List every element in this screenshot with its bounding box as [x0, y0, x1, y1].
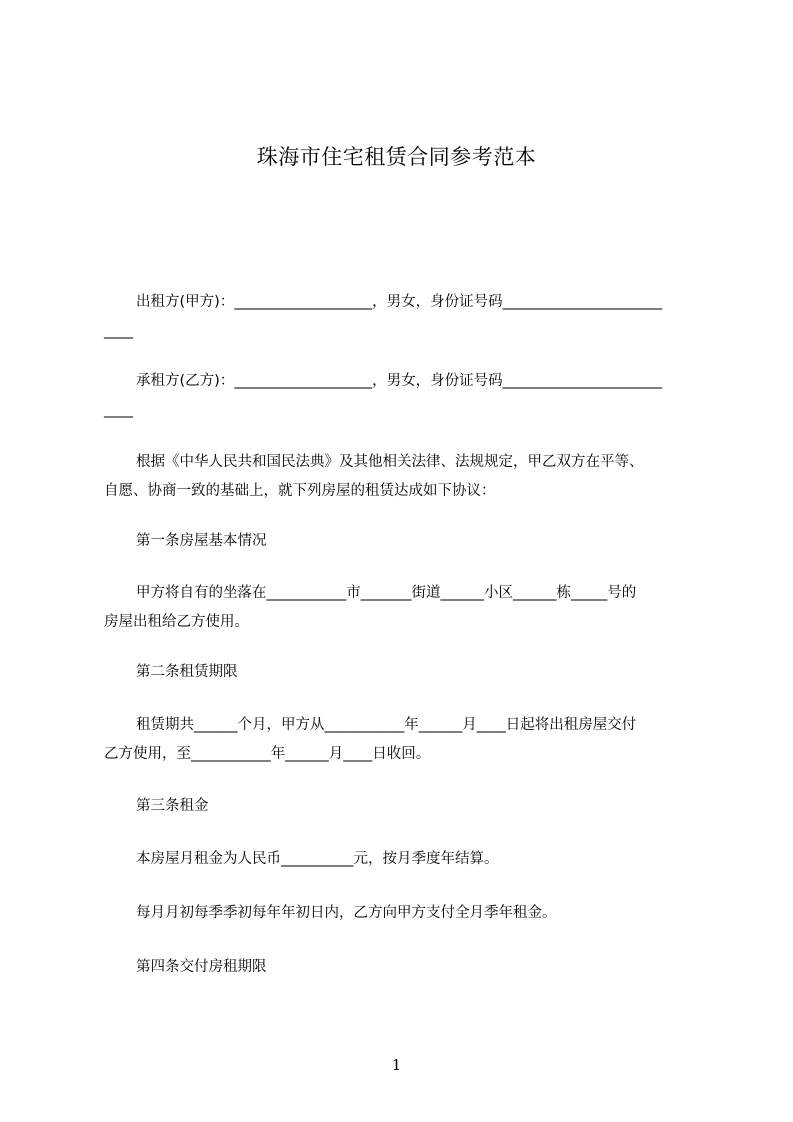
article-1-body-line-2: 房屋出租给乙方使用。 — [104, 614, 249, 630]
article-2-heading: 第二条租赁期限 — [136, 664, 238, 680]
intro-paragraph-line-1: 根据《中华人民共和国民法典》及其他相关法律、法规规定，甲乙双方在平等、 — [136, 454, 644, 470]
lessor-line-continuation: ____ — [104, 323, 133, 339]
lessee-line: 承租方(乙方)：___________________，男女，身份证号码______________________ — [136, 373, 663, 389]
lessor-line: 出租方(甲方)：___________________，男女，身份证号码______________________ — [136, 294, 663, 310]
article-4-heading: 第四条交付房租期限 — [136, 959, 267, 975]
document-title: 珠海市住宅租赁合同参考范本 — [256, 145, 537, 169]
article-1-body-line-1: 甲方将自有的坐落在___________市_______街道______小区______栋_____号的 — [136, 585, 637, 601]
article-2-body-line-2: 乙方使用，至___________年______月____日收回。 — [104, 746, 431, 762]
article-3-heading: 第三条租金 — [136, 798, 209, 814]
article-2-body-line-1: 租赁期共______个月，甲方从___________年______月____日起将出租房屋交付 — [136, 717, 637, 733]
intro-paragraph-line-2: 自愿、协商一致的基础上，就下列房屋的租赁达成如下协议： — [104, 483, 496, 499]
article-1-heading: 第一条房屋基本情况 — [136, 533, 267, 549]
article-3-body-line-1: 本房屋月租金为人民币__________元，按月季度年结算。 — [136, 851, 499, 867]
page-number: 1 — [391, 1056, 402, 1074]
article-3-body-line-2: 每月月初每季季初每年年初日内，乙方向甲方支付全月季年租金。 — [136, 905, 557, 921]
lessee-line-continuation: ____ — [104, 402, 133, 418]
